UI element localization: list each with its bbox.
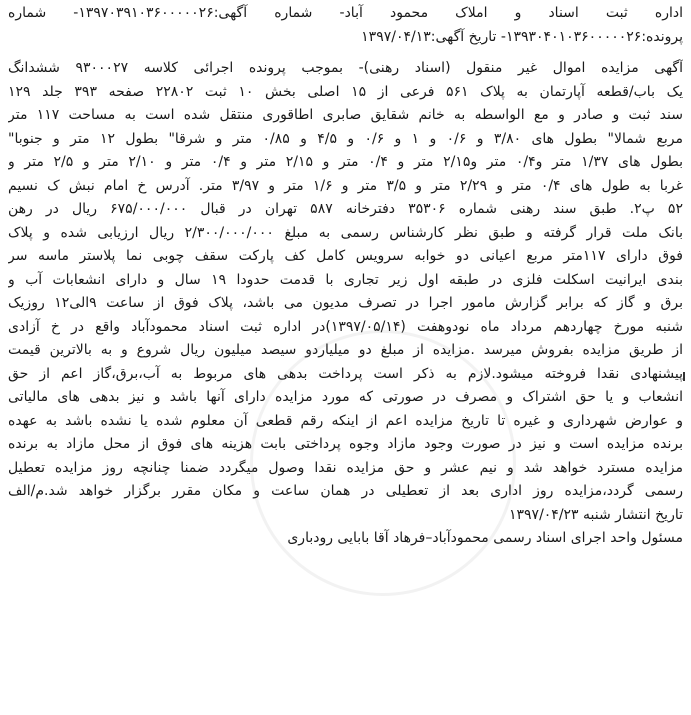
- publication-date: تاریخ انتشار شنبه ۱۳۹۷/۰۴/۲۳: [508, 506, 683, 523]
- margin-mark: [683, 372, 685, 381]
- body-line: مربع شمالا" بطول های ۳/۸۰ و ۰/۶ و ۱ و ۰/۶ و ۴/۵ و ۰/۸۵ متر و شرقا" بطول ۱۲ متر و جنوبا": [8, 130, 683, 147]
- header-line: اداره ثبت اسناد و املاک محمود آباد- شماره آگهی:۱۳۹۷۰۳۹۱۰۳۶۰۰۰۰۰۲۶- شماره: [8, 5, 683, 21]
- body-line: شنبه مورخ چهاردهم مرداد ماه نودوهفت (۱۳۹۷/۰۵/۱۴)در اداره ثبت اسناد محمودآباد واقع در خ آزادی: [8, 318, 683, 335]
- body-line: غربا به طول های ۰/۴ متر و ۲/۲۹ متر و ۳/۵ متر و ۱/۶ متر و ۳/۹۷ متر. آدرس خ امام نبش ک نسیم: [8, 177, 683, 194]
- body-line: بطول های ۱/۳۷ متر و۰/۴ متر و۲/۱۵ متر و ۰/۴ متر و ۲/۱۵ متر و ۰/۴ متر و ۲/۱۰ متر و ۲/۵ متر و: [8, 154, 683, 170]
- body-line: آگهی مزایده اموال غیر منقول (اسناد رهنی)- بموجب پرونده اجرائی کلاسه ۹۳۰۰۰۲۷ ششدانگ: [8, 60, 683, 76]
- body-line: مزایده مسترد خواهد شد و نیم عشر و حق مزایده نقدا وصول میگردد ضمنا چنانچه روز مزایده تعطیل: [8, 459, 683, 476]
- body-line: فوق دارای ۱۱۷متر مربع اعیانی دو خوابه سرویس کامل کف پارکت سقف چوبی نما پلاستر ماسه سر: [8, 248, 683, 264]
- signature-line: مسئول واحد اجرای اسناد رسمی محمودآباد–فرهاد آقا بابایی رودباری: [287, 530, 683, 546]
- body-line: ۵۲ پ۲. طبق سند رهنی شماره ۳۵۳۰۶ دفترخانه ۵۸۷ تهران در قبال ۶۷۵/۰۰۰/۰۰۰ ریال در رهن: [8, 201, 683, 217]
- body-line: از طریق مزایده بفروش میرسد .مزایده از مبلغ دو میلیاردو سیصد میلیون ریال شروع و به بالاترین قیمت: [8, 342, 683, 358]
- body-line: بندی ایرانیت اسکلت فلزی در طبقه اول زیر تجاری با قدمت حدودا ۱۹ سال و دارای انشعابات آب و: [8, 271, 683, 288]
- body-line: برق و گاز که برابر گزارش مامور اجرا در تصرف مدیون می باشد، پلاک فوق از ساعت ۹الی۱۲ روزیک: [8, 295, 683, 311]
- body-line: پیشنهادی نقدا فروخته میشود.لازم به ذکر است پرداخت بدهی های مربوط به آب،برق،گاز اعم از حق: [8, 365, 683, 382]
- body-line: بانک ملت قرار گرفته و طبق نظر کارشناس رسمی به مبلغ ۲/۳۰۰/۰۰۰/۰۰۰ ریال ارزیابی شده و پلاک: [8, 224, 683, 241]
- body-line: برنده مزایده است و نیز در صورت وجود مازاد وجوه پرداختی بابت هزینه های فوق از محل مازاد به برنده: [8, 436, 683, 452]
- body-line: سند ثبت و صادر و مع الواسطه به خانم شقایق صابری اطاقوری منتقل شده است به مساحت ۱۱۷ متر: [8, 107, 683, 123]
- body-line: یک باب/قطعه آپارتمان به پلاک ۵۶۱ فرعی از ۱۵ اصلی بخش ۱۰ ثبت ۲۲۸۰۲ صفحه ۳۹۳ جلد ۱۲۹: [8, 83, 683, 100]
- body-line: انشعاب و یا حق اشتراک و مصرف در صورتی که مورد مزایده دارای آنها باشد و نیز بدهی های مالیاتی: [8, 389, 683, 405]
- body-line: رسمی گردد،مزایده روز اداری بعد از تعطیلی در همان ساعت و مکان مقرر برگزار خواهد شد.م/الف: [8, 483, 683, 499]
- section-gap: [8, 49, 683, 57]
- header-line: پرونده:۱۳۹۳۰۴۰۱۰۳۶۰۰۰۰۰۲۶- تاریخ آگهی:۱۳۹۷/۰۴/۱۳: [361, 28, 683, 45]
- body-line: و عوارض شهرداری و غیره تا تاریخ مزایده اعم از اینکه رقم قطعی آن معلوم شده یا نشده باشد به عهده: [8, 412, 683, 429]
